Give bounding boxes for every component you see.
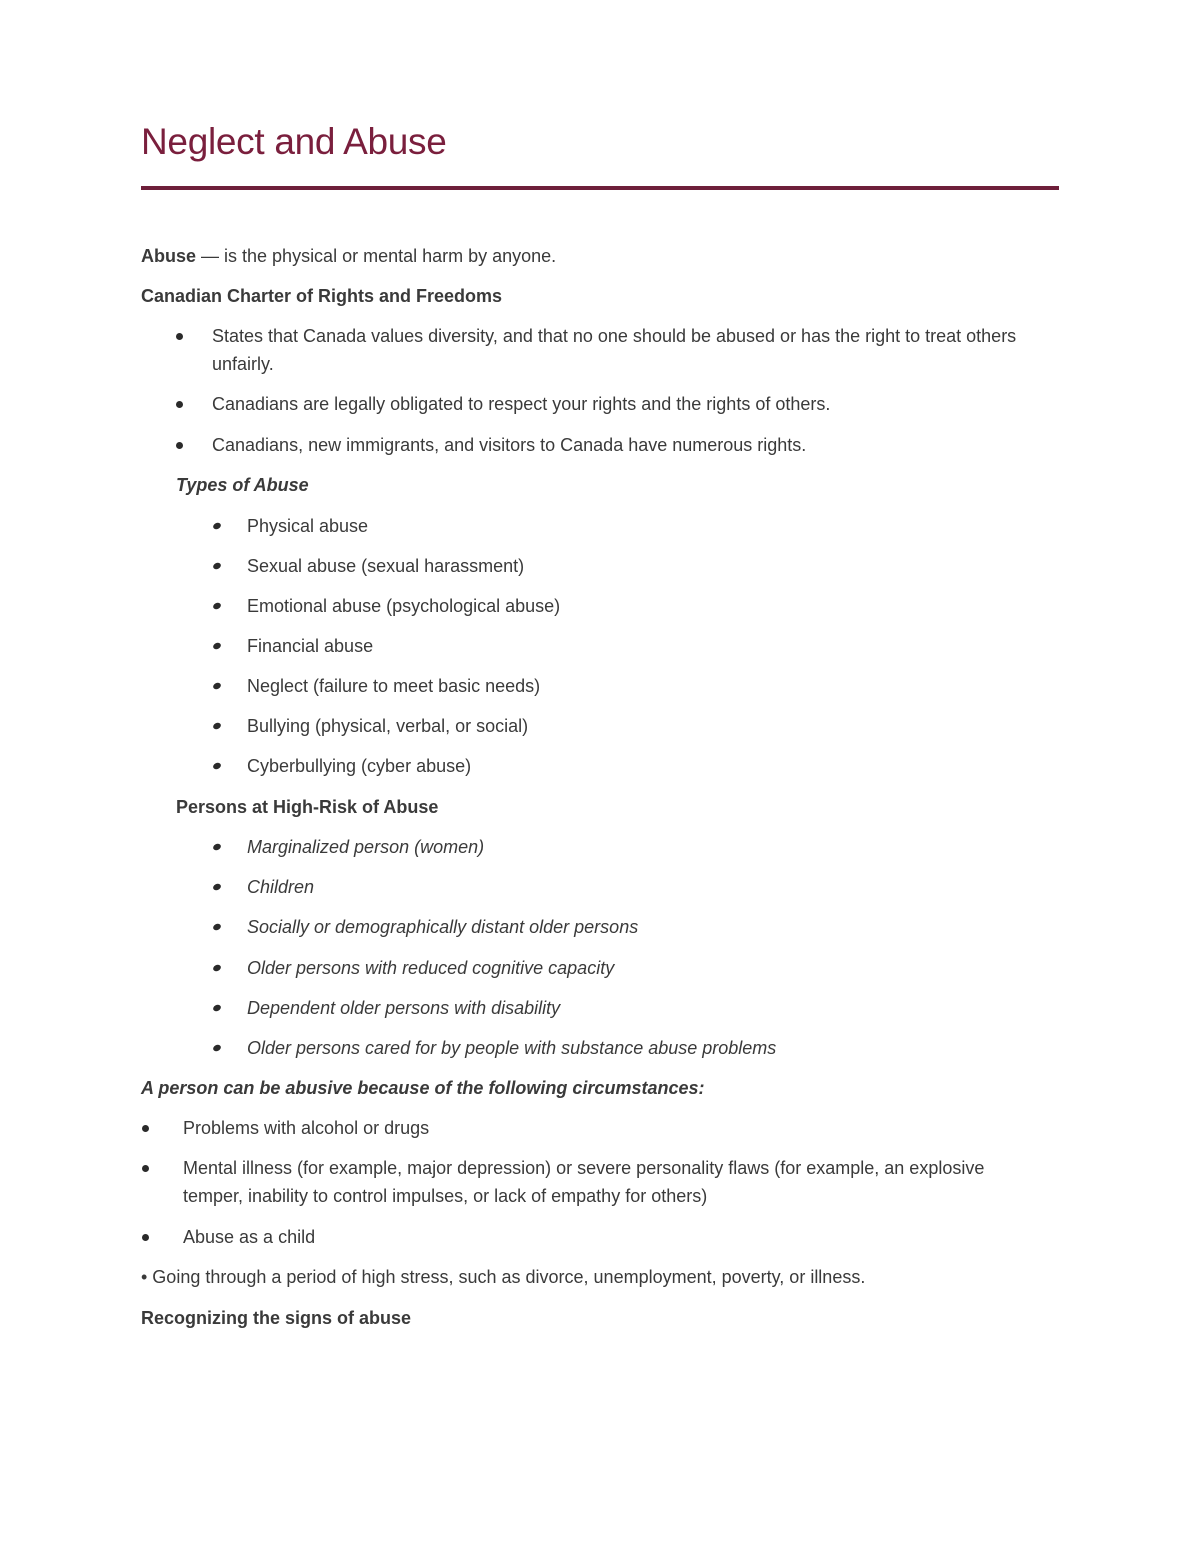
list-item-text: Problems with alcohol or drugs — [183, 1118, 430, 1138]
list-item-text: Financial abuse — [247, 636, 374, 656]
bullet-icon — [176, 442, 183, 449]
bullet-icon — [212, 722, 222, 731]
list-item-text: Physical abuse — [247, 516, 369, 536]
list-item-text: Children — [247, 877, 315, 897]
bullet-icon — [212, 602, 222, 611]
list-item-text: Neglect (failure to meet basic needs) — [247, 676, 541, 696]
bullet-icon — [212, 843, 222, 852]
bullet-icon — [142, 1125, 149, 1132]
circumstances-heading: A person can be abusive because of the following circumstances: — [141, 1078, 705, 1098]
recognizing-heading: Recognizing the signs of abuse — [141, 1308, 412, 1328]
list-item-text: Mental illness (for example, major depression) or severe personality flaws (for example, an explosive temper, inability to control impulses, or lack of empathy for others) — [183, 1158, 985, 1206]
bullet-icon — [212, 883, 222, 892]
stress-line: • Going through a period of high stress, such as divorce, unemployment, poverty, or illness. — [141, 1267, 866, 1287]
page-title: Neglect and Abuse — [141, 121, 447, 162]
list-item-text: Abuse as a child — [183, 1227, 316, 1247]
document-page — [141, 118, 1059, 190]
high-risk-heading: Persons at High-Risk of Abuse — [176, 797, 439, 817]
bullet-icon — [212, 682, 222, 691]
list-item-text: Socially or demographically distant older persons — [247, 917, 639, 937]
abuse-definition-text: — is the physical or mental harm by anyone. — [196, 246, 557, 266]
title-divider — [141, 186, 1059, 190]
charter-heading: Canadian Charter of Rights and Freedoms — [141, 286, 503, 306]
bullet-icon — [212, 562, 222, 571]
list-item-text: Older persons with reduced cognitive capacity — [247, 958, 615, 978]
bullet-icon — [212, 642, 222, 651]
list-item-text: Dependent older persons with disability — [247, 998, 561, 1018]
list-item-text: Cyberbullying (cyber abuse) — [247, 756, 472, 776]
bullet-icon — [212, 923, 222, 932]
list-item-text: Canadians are legally obligated to respect your rights and the rights of others. — [212, 394, 831, 414]
bullet-icon — [142, 1234, 149, 1241]
bullet-icon — [212, 1044, 222, 1053]
bullet-icon — [212, 1004, 222, 1013]
list-item-text: Bullying (physical, verbal, or social) — [247, 716, 529, 736]
bullet-icon — [212, 522, 222, 531]
bullet-icon — [212, 964, 222, 973]
bullet-icon — [212, 762, 222, 771]
bullet-icon — [176, 333, 183, 340]
list-item-text: Older persons cared for by people with substance abuse problems — [247, 1038, 777, 1058]
list-item-text: States that Canada values diversity, and that no one should be abused or has the right to treat others unfairly. — [212, 326, 1017, 374]
list-item-text: Emotional abuse (psychological abuse) — [247, 596, 561, 616]
bullet-icon — [142, 1165, 149, 1172]
bullet-icon — [176, 401, 183, 408]
list-item-text: Marginalized person (women) — [247, 837, 485, 857]
list-item-text: Sexual abuse (sexual harassment) — [247, 556, 525, 576]
abuse-definition — [141, 242, 556, 270]
types-heading: Types of Abuse — [176, 475, 309, 495]
abuse-term: Abuse — [141, 246, 197, 266]
list-item-text: Canadians, new immigrants, and visitors to Canada have numerous rights. — [212, 435, 807, 455]
